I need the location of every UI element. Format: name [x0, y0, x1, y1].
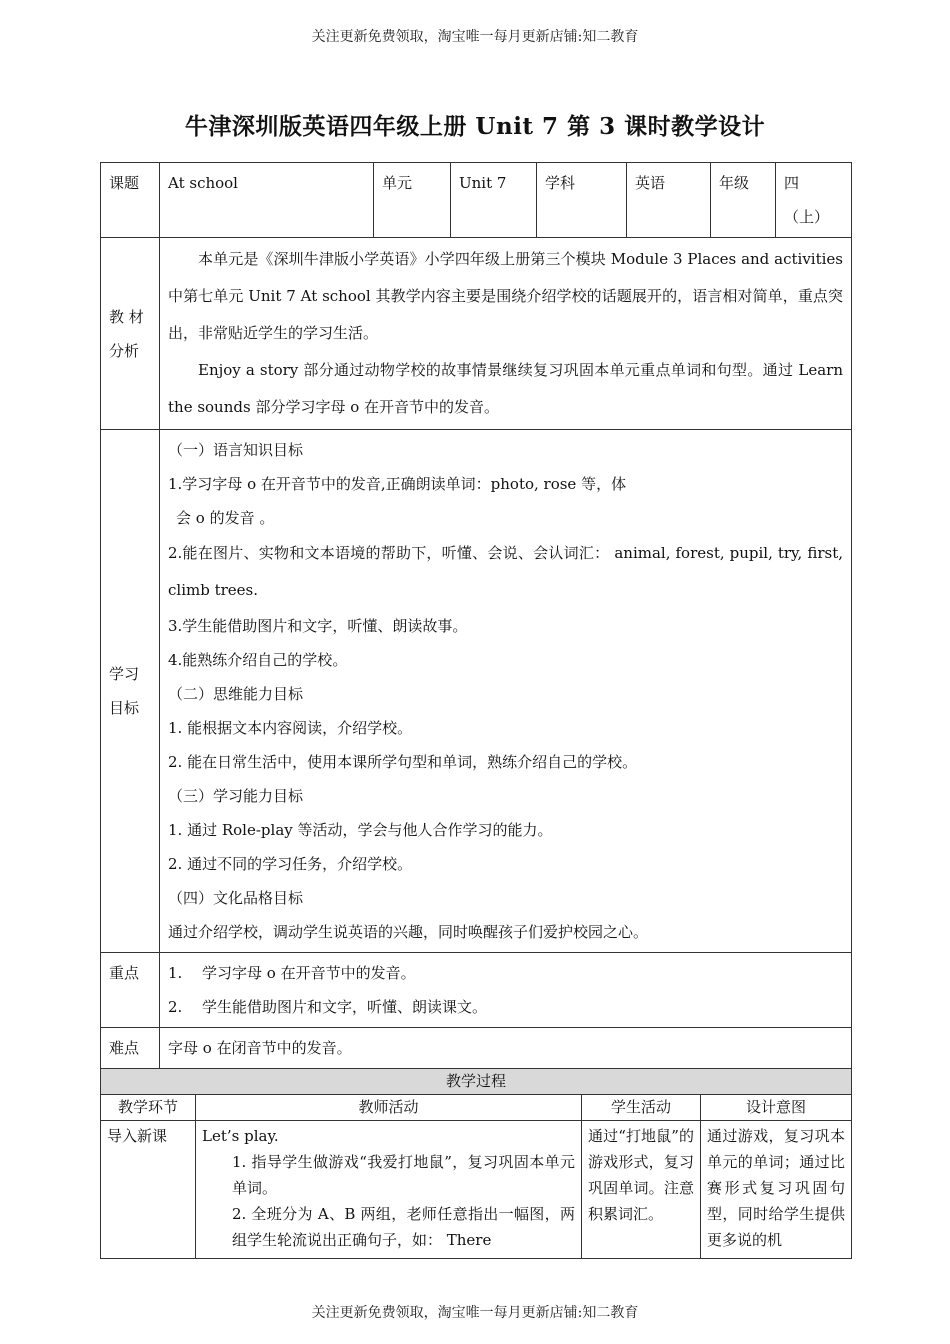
column-header-intent: 设计意图 [701, 1095, 852, 1121]
teacher-activity-line: 1. 指导学生做游戏“我爱打地鼠”，复习巩固本单元单词。 [232, 1153, 575, 1197]
goal-heading-thinking: （二）思维能力目标 [168, 685, 304, 703]
subject-value: 英语 [627, 163, 711, 238]
key-point-text: 学习字母 o 在开音节中的发音。 [202, 964, 416, 982]
key-point-item [168, 956, 843, 990]
goal-item: 1.学习字母 o 在开音节中的发音,正确朗读单词：photo, rose 等，体 [168, 475, 627, 493]
goal-heading-knowledge: （一）语言知识目标 [168, 441, 304, 459]
topic-value: At school [160, 163, 374, 238]
goal-item: 4.能熟练介绍自己的学校。 [168, 651, 348, 669]
unit-label: 单元 [374, 163, 451, 238]
row-design-intent: 通过游戏，复习巩本单元的单词；通过比赛形式复习巩固句型，同时给学生提供更多说的机 [701, 1121, 852, 1259]
unit-value: Unit 7 [451, 163, 537, 238]
goal-item: 3.学生能借助图片和文字，听懂、朗读故事。 [168, 617, 468, 635]
goal-heading-culture: （四）文化品格目标 [168, 889, 304, 907]
goal-heading-learning: （三）学习能力目标 [168, 787, 304, 805]
goal-item: 2. 能在日常生活中，使用本课所学句型和单词，熟练介绍自己的学校。 [168, 753, 638, 771]
column-header-student: 学生活动 [582, 1095, 701, 1121]
footer-note: 关注更新免费领取，淘宝唯一每月更新店铺:知二教育 [311, 1305, 639, 1321]
goal-item: 2.能在图片、实物和文本语境的帮助下，听懂、会说、会认词汇： animal, forest, pupil, try, first, climb trees. [168, 544, 843, 599]
row-student-activity: 通过“打地鼠”的游戏形式，复习巩固单词。注意积累词汇。 [582, 1121, 701, 1259]
goal-item-continued: 会 o 的发音 。 [176, 509, 275, 527]
page-title: 牛津深圳版英语四年级上册 Unit 7 第 3 课时教学设计 [184, 113, 766, 140]
grade-label: 年级 [711, 163, 776, 238]
key-points-label: 重点 [101, 953, 160, 1028]
key-point-item [168, 990, 843, 1024]
grade-value-line-1: 四 [784, 174, 800, 192]
analysis-label [101, 238, 160, 430]
subject-label: 学科 [537, 163, 627, 238]
goals-label-line-2: 目标 [109, 699, 140, 717]
analysis-content [160, 238, 852, 430]
lesson-info-table [100, 162, 852, 1069]
teaching-process-table [100, 1068, 852, 1259]
goals-content [160, 430, 852, 953]
key-point-text: 学生能借助图片和文字，听懂、朗读课文。 [202, 998, 488, 1016]
analysis-label-line-1: 教 材 [109, 307, 144, 326]
process-caption: 教学过程 [101, 1069, 852, 1095]
difficulty-text: 字母 o 在闭音节中的发音。 [160, 1028, 852, 1069]
teacher-activity-line: 2. 全班分为 A、B 两组，老师任意指出一幅图，两组学生轮流说出正确句子，如： There [232, 1205, 575, 1249]
analysis-paragraph-2: Enjoy a story 部分通过动物学校的故事情景继续复习巩固本单元重点单词和句型。通过 Learn the sounds 部分学习字母 o 在开音节中的发音。 [168, 361, 843, 416]
column-header-stage: 教学环节 [101, 1095, 196, 1121]
analysis-paragraph-1: 本单元是《深圳牛津版小学英语》小学四年级上册第三个模块 Module 3 Places and activities 中第七单元 Unit 7 At school 其教学内容主要是围绕介绍学校的话题展开的，语言相对简单，重点突出，非常贴近学生的学习生活。 [168, 250, 843, 342]
goal-item: 通过介绍学校，调动学生说英语的兴趣，同时唤醒孩子们爱护校园之心。 [168, 923, 649, 941]
goal-item: 1. 通过 Role-play 等活动，学会与他人合作学习的能力。 [168, 821, 553, 839]
key-point-number: 2. [168, 998, 183, 1016]
grade-value [776, 163, 852, 238]
teacher-activity-line: Let’s play. [202, 1127, 279, 1145]
header-note: 关注更新免费领取，淘宝唯一每月更新店铺:知二教育 [311, 29, 639, 45]
key-point-number: 1. [168, 964, 183, 982]
topic-label: 课题 [101, 163, 160, 238]
difficulty-label: 难点 [101, 1028, 160, 1069]
goal-item: 1. 能根据文本内容阅读，介绍学校。 [168, 719, 413, 737]
column-header-teacher: 教师活动 [196, 1095, 582, 1121]
grade-value-line-2: （上） [784, 208, 830, 226]
goal-item: 2. 通过不同的学习任务，介绍学校。 [168, 855, 413, 873]
key-points-content [160, 953, 852, 1028]
analysis-label-line-2: 分析 [109, 341, 140, 360]
goals-label-line-1: 学习 [109, 665, 140, 683]
row-teacher-activity [196, 1121, 582, 1259]
goals-label [101, 430, 160, 953]
row-stage: 导入新课 [101, 1121, 196, 1259]
